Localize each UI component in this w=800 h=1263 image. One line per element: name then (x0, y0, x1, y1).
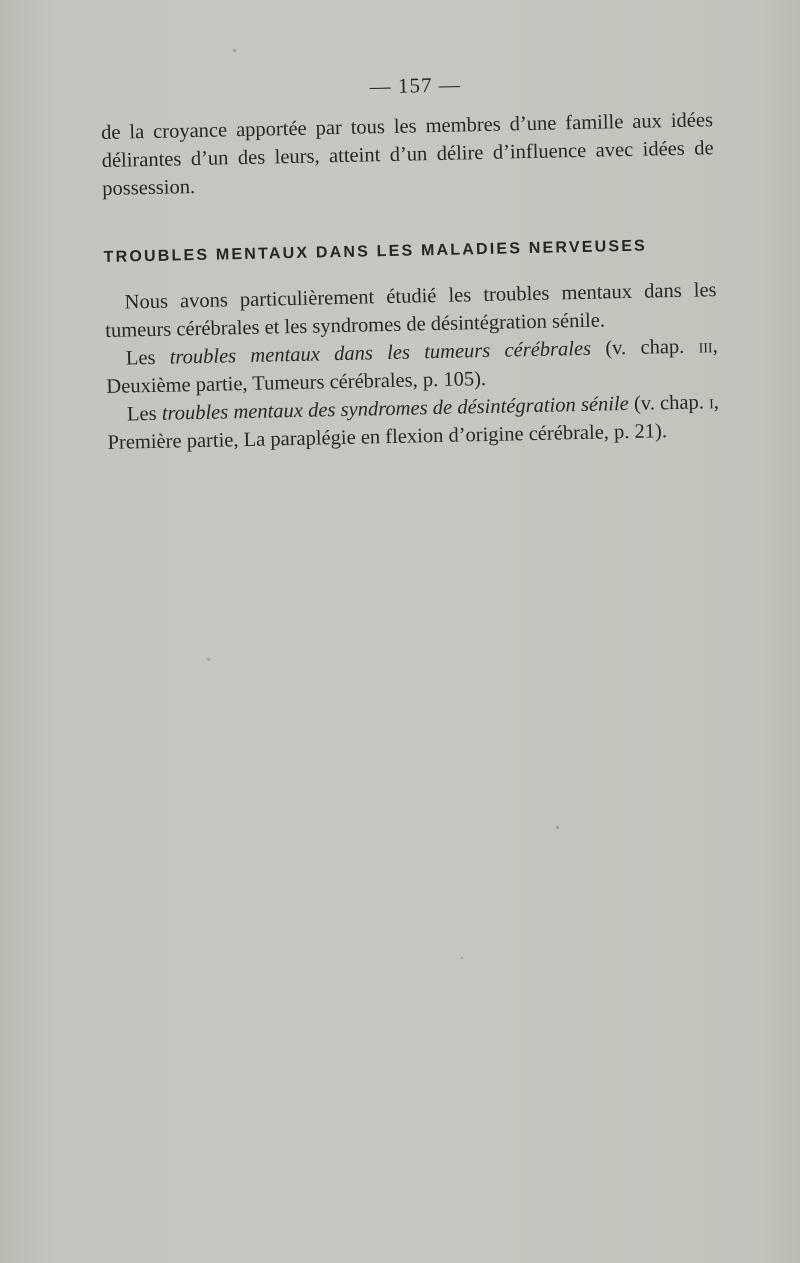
reference-paragraph-senile (107, 388, 720, 457)
reference-before: (v. chap. (628, 391, 710, 415)
section-heading: TROUBLES MENTAUX DANS LES MALADIES NERVEUSES (103, 237, 648, 266)
paper-speck (233, 49, 236, 52)
reference-lead: Les (126, 402, 163, 426)
reference-before: (v. chap. (590, 335, 699, 360)
reference-after: , Deuxième partie, Tumeurs cérébrales, p. 105). (106, 335, 718, 398)
paper-speck (207, 658, 210, 661)
paper-speck (556, 826, 559, 829)
reference-title: troubles mentaux dans les tumeurs cérébrales (169, 337, 592, 369)
page-number: — 157 — (369, 72, 461, 99)
page-content (100, 67, 720, 457)
chapter-number: iii (698, 335, 713, 358)
reference-lead: Les (125, 346, 170, 370)
reference-title: troubles mentaux des syndromes de désintégration sénile (161, 392, 629, 425)
reference-after: , Première partie, La paraplégie en flexion d’origine cérébrale, p. 21). (107, 391, 720, 454)
chapter-number: i (708, 391, 714, 414)
paper-speck (461, 957, 463, 959)
paragraph-continuation: de la croyance apportée par tous les membres d’une famille aux idées délirantes d’un des leurs, atteint d’un délire d’influence avec idées de possession. (100, 109, 714, 200)
section-intro-paragraph: Nous avons particulièrement étudié les troubles mentaux dans les tumeurs cérébrales et les syndromes de désintégration sénile. (105, 279, 717, 342)
